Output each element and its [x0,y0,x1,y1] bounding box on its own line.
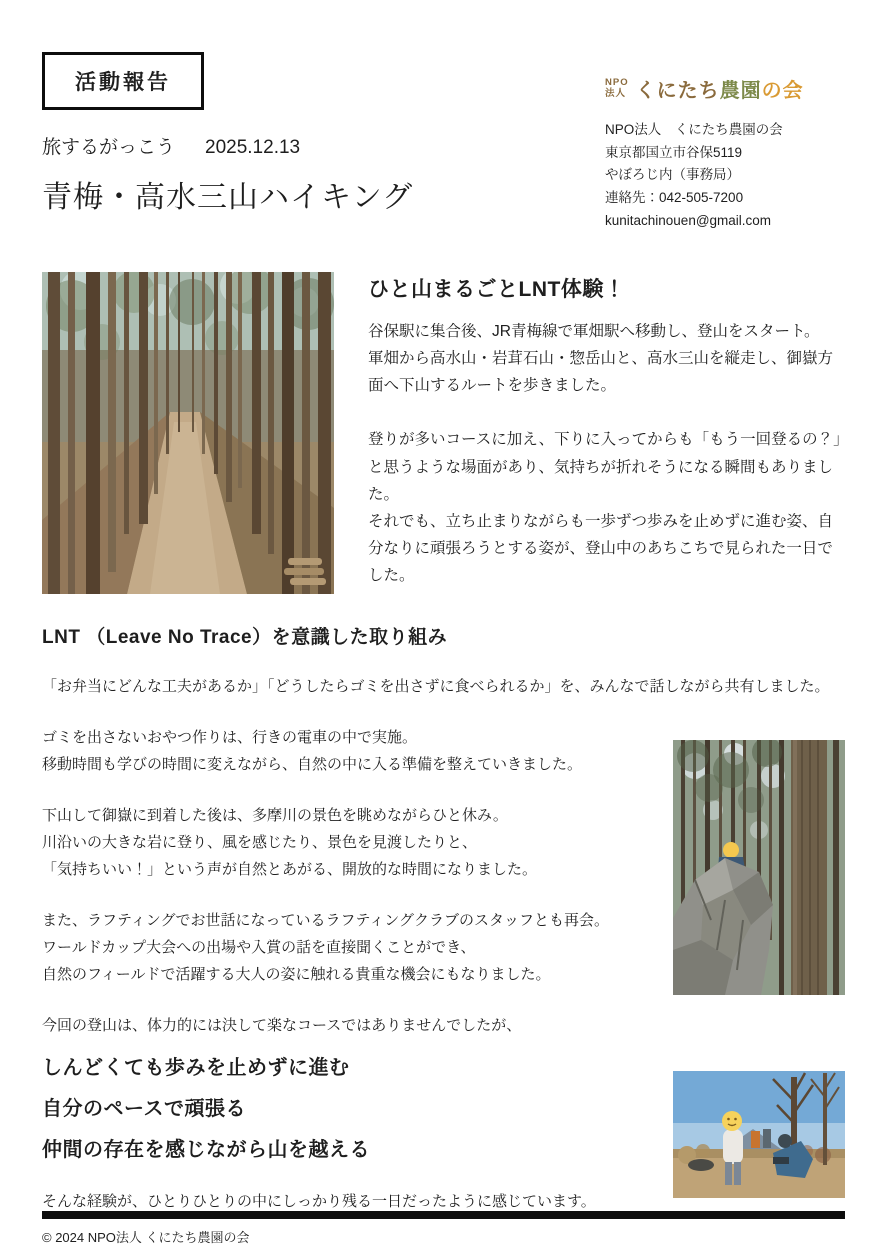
closing-paragraph: そんな経験が、ひとりひとりの中にしっかり残る一日だったように感じています。 [42,1193,596,1211]
rock-photo-illustration [673,740,845,995]
contact-email: kunitachinouen@gmail.com [605,212,772,228]
intro-heading: ひと山まるごとLNT体験！ [368,278,626,302]
lnt-body-with-photo [42,700,845,1039]
lnt-paragraph-1: 「お弁当にどんな工夫があるか」「どうしたらゴミを出さずに食べられるか」を、みんなで話しながら共有しました。 [42,678,830,696]
header-left [42,52,413,232]
lnt-paragraph-5: 今回の登山は、体力的には決して楽なコースではありませんでしたが、 [42,1017,522,1035]
highlight-line: 仲間の存在を感じながら山を越える [42,1139,370,1162]
header [42,52,845,232]
intro-paragraph-line: 谷保駅に集合後、JR青梅線で軍畑駅へ移動し、登山をスタート。 [368,323,820,341]
org-logo-wordmark: くにたち農園の会 [635,80,804,102]
series-date-line [42,132,413,159]
footer [42,1211,845,1246]
summit-group-photo [673,1071,845,1198]
body-line: 川沿いの大きな岩に登り、風を感じたり、景色を見渡したりと、 [42,834,478,852]
intro-paragraph-line: それでも、立ち止まりながらも一歩ずつ歩みを止めずに進む姿、自分なりに頑張ろうとする姿が、登山中のあちこちで見られた一日でした。 [368,512,834,585]
header-right [605,52,845,232]
series-name: 旅するがっこう [42,137,176,158]
bottom-divider-bar [42,1211,845,1219]
contact-org-name: NPO法人 くにたち農園の会 [605,122,783,137]
intro-text-column [368,272,845,594]
event-date: 2025.12.13 [205,137,301,158]
org-logo-npo-mark [605,78,629,100]
org-logo [605,74,845,103]
rock-climbing-photo [673,740,845,995]
contact-info [605,119,845,232]
body-line: 自然のフィールドで活躍する大人の姿に触れる貴重な機会にもなりました。 [42,966,551,984]
trail-photo [42,272,334,594]
highlight-line: 自分のペースで頑張る [42,1098,246,1121]
body-line: ワールドカップ大会への出場や入賞の話を直接聞くことができ、 [42,939,476,957]
org-logo-npo-bottom: 法人 [605,87,627,99]
intro-section [42,272,845,594]
paragraph-gap [368,399,845,426]
highlights-section [42,1041,845,1211]
summit-photo-illustration [673,1071,845,1198]
copyright-line: © 2024 NPO法人 くにたち農園の会 [42,1230,250,1246]
contact-office: やぼろじ内（事務局） [605,167,740,183]
body-line: 移動時間も学びの時間に変えながら、自然の中に入る準備を整えていきました。 [42,756,583,774]
page-title: 青梅・高水三山ハイキング [42,181,414,214]
trail-photo-illustration [42,272,334,594]
lnt-section-heading: LNT （Leave No Trace）を意識した取り組み [42,627,448,649]
contact-address: 東京都国立市谷保5119 [605,144,743,160]
org-logo-npo-top: NPO [605,76,629,88]
body-line: また、ラフティングでお世話になっているラフティングクラブのスタッフとも再会。 [42,912,610,930]
contact-phone: 連絡先：042-505-7200 [605,190,744,206]
body-line: 「気持ちいい！」という声が自然とあがる、開放的な時間になりました。 [42,861,538,879]
report-type-badge [42,52,204,110]
body-line: 下山して御嶽に到着した後は、多摩川の景色を眺めながらひと休み。 [42,807,508,825]
body-line: ゴミを出さないおやつ作りは、行きの電車の中で実施。 [42,729,418,747]
intro-paragraph-line: 軍畑から高水山・岩茸石山・惣岳山と、高水三山を縦走し、御嶽方面へ下山するルートを歩きました。 [368,350,834,395]
highlight-line: しんどくても歩みを止めずに進む [42,1057,350,1080]
intro-paragraph-line: 登りが多いコースに加え、下りに入ってからも「もう一回登るの？」と思うような場面があり、気持ちが折れそうになる瞬間もありました。 [368,431,841,503]
report-type-label: 活動報告 [75,71,171,94]
